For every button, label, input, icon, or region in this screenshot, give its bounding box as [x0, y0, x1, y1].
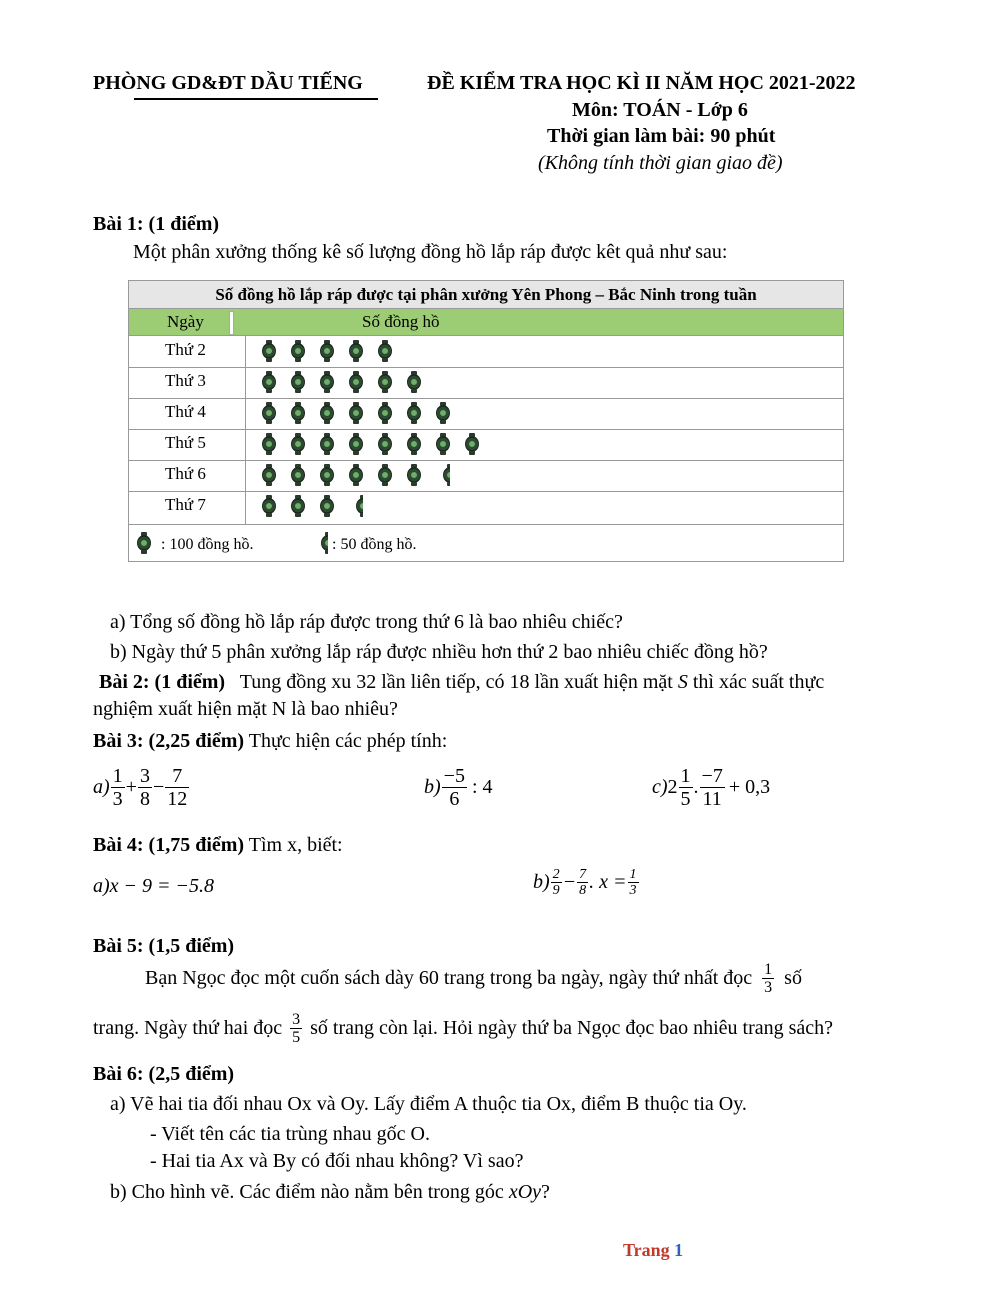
- bai6-b-end: ?: [541, 1181, 550, 1203]
- bai5-text2: trang. Ngày thứ hai đọc: [93, 1017, 283, 1039]
- bai1-question-a: a) Tổng số đồng hồ lắp ráp được trong thứ 6 là bao nhiêu chiếc?: [110, 611, 623, 633]
- bai2-title: Bài 2: (1 điểm): [99, 671, 226, 693]
- watch-icon: [320, 433, 334, 455]
- pictograph-table: [128, 280, 844, 562]
- row-day-label: Thứ 7: [165, 495, 206, 514]
- bai4-heading: [93, 834, 343, 857]
- fraction: $\frac{-7}{11}$: [701, 765, 723, 810]
- watch-icon: [378, 340, 392, 362]
- fraction: $\frac{2}{9}$: [552, 867, 560, 898]
- bai4-title: Bài 4: (1,75 điểm): [93, 834, 245, 856]
- pictograph-row: [129, 398, 843, 430]
- watch-icon: [262, 464, 276, 486]
- bai5-title: Bài 5: (1,5 điểm): [93, 935, 235, 957]
- watch-icon: [262, 433, 276, 455]
- fraction: $\frac{-5}{6}$: [443, 765, 465, 810]
- watch-icon: [320, 495, 334, 517]
- page-number: 1: [674, 1240, 684, 1260]
- watch-icon: [291, 495, 305, 517]
- bai6-b-text: b) Cho hình vẽ. Các điểm nào nằm bên trong góc: [110, 1181, 504, 1203]
- header-separator: [229, 311, 234, 335]
- bai6-a2: - Hai tia Ax và By có đối nhau không? Vì sao?: [150, 1150, 524, 1172]
- watch-icon: [349, 464, 363, 486]
- watch-icon: [378, 464, 392, 486]
- bai5-text1: Bạn Ngọc đọc một cuốn sách dày 60 trang trong ba ngày, ngày thứ nhất đọc: [145, 967, 753, 989]
- bai2-text2: thì xác suất thực: [692, 671, 825, 693]
- operator: +: [125, 776, 137, 798]
- half-watch-icon: [443, 464, 450, 486]
- fraction: $\frac{7}{12}$: [167, 765, 188, 810]
- half-watch-icon: [356, 495, 363, 517]
- watch-icon: [407, 402, 421, 424]
- watch-icon: [320, 402, 334, 424]
- exam-time-note: (Không tính thời gian giao đề): [538, 152, 783, 174]
- bai2-text1: Tung đồng xu 32 lần liên tiếp, có 18 lần xuất hiện mặt: [239, 671, 673, 693]
- row-day-label: Thứ 2: [165, 340, 206, 359]
- bai6-a: a) Vẽ hai tia đối nhau Ox và Oy. Lấy điểm A thuộc tia Ox, điểm B thuộc tia Oy.: [110, 1093, 747, 1115]
- watch-icon: [407, 464, 421, 486]
- bai2-line2: nghiệm xuất hiện mặt N là bao nhiêu?: [93, 698, 398, 720]
- division: : 4: [471, 776, 493, 798]
- row-day-label: Thứ 5: [165, 433, 206, 452]
- school-name: PHÒNG GD&ĐT DẦU TIẾNG: [93, 72, 363, 94]
- row-day-label: Thứ 6: [165, 464, 206, 483]
- watch-icon: [349, 433, 363, 455]
- footer-label: Trang: [623, 1240, 670, 1260]
- whole-part: 2: [667, 776, 678, 798]
- label-b: b): [424, 776, 441, 798]
- pictograph-title: Số đồng hồ lắp ráp được tại phân xưởng Yên Phong – Bắc Ninh trong tuần: [129, 281, 843, 309]
- pictograph-row: [129, 460, 843, 492]
- bai1-title: Bài 1: (1 điểm): [93, 213, 220, 235]
- header-day: Ngày: [167, 312, 204, 331]
- operator: .: [693, 776, 699, 798]
- bai5-text1-end: số: [784, 967, 802, 989]
- watch-icon: [291, 402, 305, 424]
- watch-icon: [407, 433, 421, 455]
- fraction: $\frac{1}{3}$: [629, 867, 637, 898]
- fraction: $\frac{7}{8}$: [579, 867, 587, 898]
- pictograph-row: [129, 336, 843, 368]
- bai5-line2: [93, 1011, 833, 1046]
- pictograph-row: [129, 491, 843, 525]
- angle-name: xOy: [508, 1181, 542, 1203]
- watch-icon: [349, 371, 363, 393]
- bai1-intro: Một phân xưởng thống kê số lượng đồng hồ lắp ráp được kêt quả như sau:: [133, 241, 728, 263]
- watch-icon: [436, 433, 450, 455]
- row-day-label: Thứ 4: [165, 402, 206, 421]
- bai3-heading: [93, 730, 447, 753]
- bai2-line1: [99, 671, 824, 694]
- page-footer: [623, 1240, 683, 1261]
- watch-icon: [291, 371, 305, 393]
- watch-icon: [349, 340, 363, 362]
- exam-subject: Môn: TOÁN - Lớp 6: [572, 99, 748, 121]
- pictograph-header: [129, 309, 843, 336]
- bai3-expr-c: [652, 765, 770, 810]
- label-b: b): [533, 871, 550, 893]
- bai1-question-b: b) Ngày thứ 5 phân xưởng lắp ráp được nhiều hơn thứ 2 bao nhiêu chiếc đồng hồ?: [110, 641, 768, 663]
- watch-icon: [291, 340, 305, 362]
- watch-icon: [320, 340, 334, 362]
- label-c: c): [652, 776, 668, 798]
- pictograph-legend: [129, 526, 843, 562]
- watch-icon: [378, 433, 392, 455]
- bai4-text: Tìm x, biết:: [248, 834, 343, 856]
- watch-icon: [291, 433, 305, 455]
- fraction: $\frac{1}{3}$: [112, 765, 123, 810]
- equation: x − 9 = −5.8: [109, 875, 215, 897]
- operator: −: [562, 871, 577, 893]
- bai5-text2-end: số trang còn lại. Hỏi ngày thứ ba Ngọc đọc bao nhiêu trang sách?: [310, 1017, 834, 1039]
- watch-icon: [465, 433, 479, 455]
- watch-icon: [320, 371, 334, 393]
- addend: + 0,3: [728, 776, 771, 798]
- exam-time: Thời gian làm bài: 90 phút: [547, 125, 776, 147]
- bai3-expr-a: [93, 765, 190, 810]
- operator: −: [152, 776, 165, 798]
- bai6-a1: - Viết tên các tia trùng nhau gốc O.: [150, 1123, 430, 1145]
- bai3-text: Thực hiện các phép tính:: [248, 730, 448, 752]
- pictograph-row: [129, 367, 843, 399]
- half-watch-icon: [321, 532, 328, 554]
- header-count: Số đồng hồ: [362, 312, 440, 331]
- bai3-title: Bài 3: (2,25 điểm): [93, 730, 245, 752]
- watch-icon: [320, 464, 334, 486]
- watch-icon: [407, 371, 421, 393]
- bai3-expr-b: [424, 765, 493, 810]
- bai5-line1: [145, 961, 802, 996]
- watch-icon: [378, 402, 392, 424]
- watch-icon: [349, 402, 363, 424]
- bai4-expr-a: [93, 875, 214, 898]
- row-day-label: Thứ 3: [165, 371, 206, 390]
- watch-icon: [436, 402, 450, 424]
- label-a: a): [93, 875, 110, 897]
- bai6-b: [110, 1181, 550, 1204]
- bai6-title: Bài 6: (2,5 điểm): [93, 1063, 235, 1085]
- legend-full-text: : 100 đồng hồ.: [161, 536, 254, 553]
- watch-icon: [262, 495, 276, 517]
- equation-mid: . x =: [589, 871, 627, 893]
- watch-icon: [262, 402, 276, 424]
- fraction: $\frac{1}{5}$: [680, 765, 691, 810]
- watch-icon: [443, 464, 450, 486]
- exam-title: ĐỀ KIỂM TRA HỌC KÌ II NĂM HỌC 2021-2022: [427, 72, 856, 94]
- fraction: $\frac{3}{8}$: [139, 765, 150, 810]
- watch-icon: [356, 495, 363, 517]
- watch-icon: [378, 371, 392, 393]
- watch-icon: [262, 371, 276, 393]
- watch-icon: [137, 532, 151, 554]
- school-underline: [134, 98, 378, 100]
- bai2-letter: S: [677, 671, 688, 693]
- column-divider: [245, 336, 246, 525]
- bai4-expr-b: [533, 867, 640, 898]
- legend-half-text: : 50 đồng hồ.: [332, 536, 417, 553]
- pictograph-row: [129, 429, 843, 461]
- fraction: $\frac{1}{3}$: [764, 961, 773, 996]
- label-a: a): [93, 776, 110, 798]
- watch-icon: [291, 464, 305, 486]
- watch-icon: [262, 340, 276, 362]
- fraction: $\frac{3}{5}$: [292, 1011, 301, 1046]
